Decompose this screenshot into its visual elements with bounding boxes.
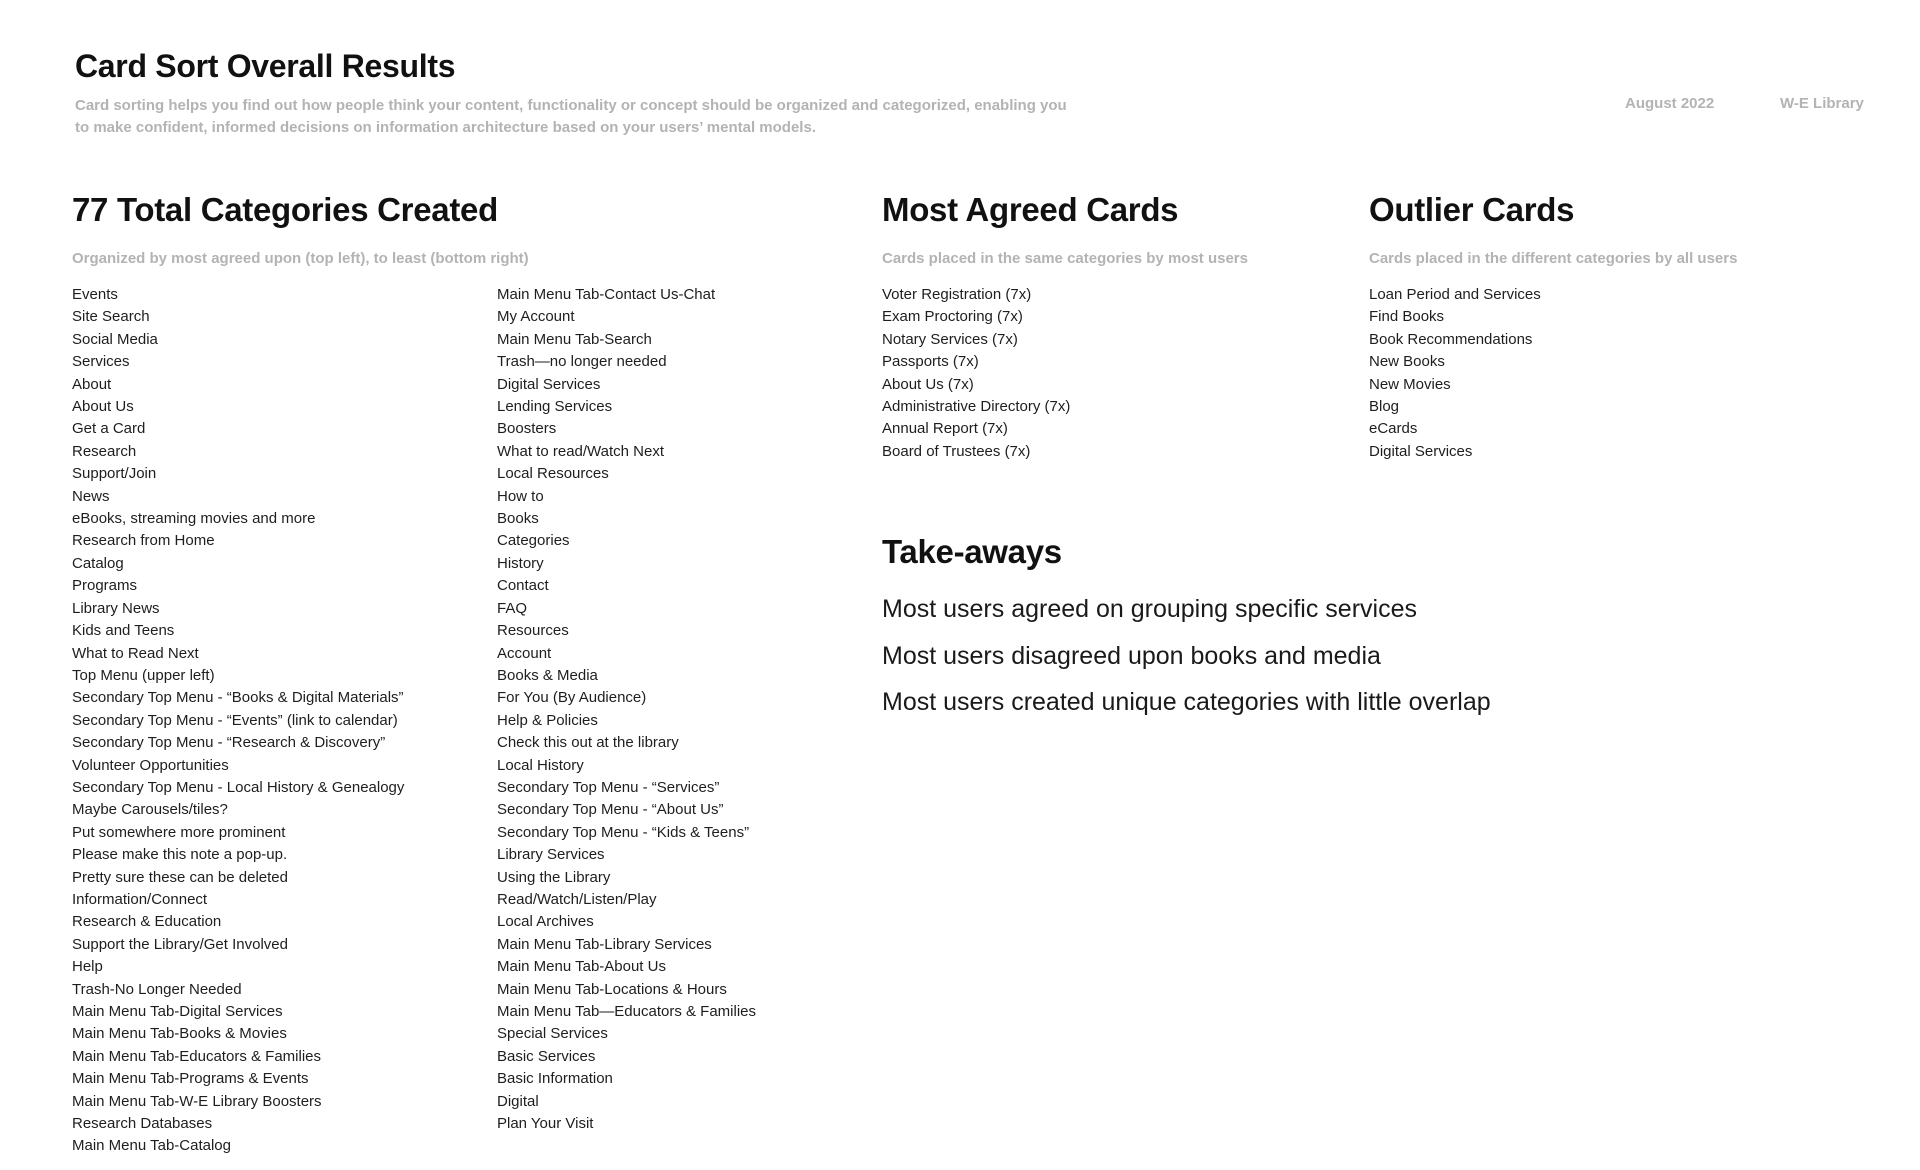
- list-item: Catalog: [72, 554, 124, 572]
- outlier-section: [1369, 190, 1737, 463]
- list-item: What to Read Next: [72, 644, 199, 662]
- list-item: Plan Your Visit: [497, 1115, 594, 1133]
- organization-name: W-E Library: [1780, 95, 1864, 112]
- list-item: For You (By Audience): [497, 689, 647, 707]
- categories-list-column-a: [72, 284, 404, 1158]
- list-item: Boosters: [497, 420, 557, 438]
- list-item: eBooks, streaming movies and more: [72, 510, 316, 528]
- list-item: Local Archives: [497, 913, 594, 931]
- list-item: Voter Registration (7x): [882, 286, 1032, 303]
- list-item: Secondary Top Menu - Local History & Genealogy: [72, 778, 405, 796]
- list-item: Services: [72, 353, 130, 371]
- list-item: Main Menu Tab-Library Services: [497, 935, 712, 953]
- list-item: About Us (7x): [882, 375, 974, 393]
- categories-subtitle: Organized by most agreed upon (top left), to least (bottom right): [72, 250, 529, 267]
- list-item: eCards: [1369, 420, 1418, 438]
- list-item: Categories: [497, 532, 570, 550]
- list-item: Secondary Top Menu - “Research & Discovery”: [72, 734, 386, 752]
- list-item: Library News: [72, 599, 160, 617]
- list-item: Most users disagreed upon books and media: [882, 641, 1381, 670]
- list-item: Information/Connect: [72, 890, 208, 908]
- list-item: Secondary Top Menu - “About Us”: [497, 801, 724, 819]
- list-item: Books & Media: [497, 666, 598, 684]
- list-item: Trash-No Longer Needed: [72, 980, 242, 998]
- list-item: Read/Watch/Listen/Play: [497, 890, 657, 908]
- list-item: Please make this note a pop-up.: [72, 846, 288, 864]
- list-item: Loan Period and Services: [1369, 286, 1541, 303]
- list-item: Main Menu Tab-Digital Services: [72, 1003, 283, 1020]
- list-item: Most users created unique categories with little overlap: [882, 688, 1491, 716]
- list-item: Blog: [1369, 398, 1400, 416]
- categories-section: [72, 190, 756, 1155]
- list-item: Volunteer Opportunities: [72, 756, 229, 774]
- list-item: Check this out at the library: [497, 734, 679, 752]
- list-item: About: [72, 375, 112, 393]
- list-item: Lending Services: [497, 398, 613, 416]
- list-item: Support the Library/Get Involved: [72, 935, 288, 953]
- list-item: Put somewhere more prominent: [72, 823, 286, 841]
- list-item: Find Books: [1369, 308, 1445, 326]
- list-item: What to read/Watch Next: [497, 442, 665, 460]
- list-item: Secondary Top Menu - “Events” (link to calendar): [72, 711, 398, 729]
- list-item: Main Menu Tab-Educators & Families: [72, 1047, 321, 1065]
- list-item: Get a Card: [72, 420, 146, 438]
- list-item: New Books: [1369, 353, 1445, 371]
- most-agreed-list: [882, 284, 1248, 463]
- outlier-list: [1369, 284, 1737, 463]
- most-agreed-subtitle: Cards placed in the same categories by most users: [882, 250, 1248, 267]
- list-item: Main Menu Tab-Locations & Hours: [497, 980, 727, 998]
- outlier-subtitle: Cards placed in the different categories by all users: [1369, 250, 1738, 267]
- takeaways-section: [882, 532, 1491, 726]
- report-date: August 2022: [1625, 95, 1715, 112]
- most-agreed-section: [882, 190, 1248, 463]
- list-item: Digital Services: [497, 375, 601, 393]
- list-item: Pretty sure these can be deleted: [72, 868, 288, 886]
- list-item: Main Menu Tab-Programs & Events: [72, 1070, 309, 1088]
- list-item: Help & Policies: [497, 711, 598, 729]
- list-item: Passports (7x): [882, 353, 979, 371]
- list-item: FAQ: [497, 599, 528, 617]
- list-item: Help: [72, 958, 103, 976]
- list-item: Social Media: [72, 330, 158, 348]
- list-item: Basic Services: [497, 1047, 596, 1065]
- list-item: Research Databases: [72, 1115, 213, 1133]
- list-item: Local History: [497, 756, 584, 774]
- list-item: Main Menu Tab-Search: [497, 330, 652, 348]
- list-item: Main Menu Tab-Catalog: [72, 1137, 231, 1155]
- list-item: Special Services: [497, 1025, 608, 1043]
- list-item: Trash—no longer needed: [497, 353, 667, 371]
- list-item: New Movies: [1369, 375, 1451, 393]
- list-item: Digital: [497, 1092, 539, 1110]
- most-agreed-heading: Most Agreed Cards: [882, 191, 1179, 228]
- takeaways-heading: Take-aways: [882, 533, 1062, 570]
- takeaways-list: [882, 586, 1491, 726]
- list-item: Research from Home: [72, 532, 215, 550]
- list-item: Books: [497, 510, 539, 528]
- list-item: Main Menu Tab-W-E Library Boosters: [72, 1092, 322, 1110]
- list-item: News: [72, 487, 110, 505]
- list-item: Contact: [497, 577, 549, 595]
- page-title: Card Sort Overall Results: [75, 48, 456, 84]
- list-item: Administrative Directory (7x): [882, 398, 1071, 416]
- list-item: Local Resources: [497, 465, 609, 483]
- list-item: Most users agreed on grouping specific services: [882, 595, 1417, 623]
- list-item: Resources: [497, 622, 569, 640]
- list-item: Maybe Carousels/tiles?: [72, 801, 228, 819]
- list-item: My Account: [497, 308, 575, 326]
- list-item: Digital Services: [1369, 442, 1473, 460]
- list-item: Kids and Teens: [72, 622, 175, 640]
- list-item: Board of Trustees (7x): [882, 442, 1031, 460]
- list-item: Research & Education: [72, 913, 222, 931]
- categories-list-column-b: [497, 284, 756, 1135]
- list-item: Site Search: [72, 308, 150, 326]
- list-item: Annual Report (7x): [882, 420, 1008, 438]
- list-item: Basic Information: [497, 1070, 613, 1088]
- outlier-heading: Outlier Cards: [1369, 191, 1575, 228]
- list-item: Notary Services (7x): [882, 330, 1018, 348]
- list-item: Secondary Top Menu - “Books & Digital Materials”: [72, 689, 404, 707]
- list-item: Using the Library: [497, 868, 611, 886]
- list-item: Support/Join: [72, 465, 157, 483]
- list-item: Secondary Top Menu - “Services”: [497, 778, 720, 796]
- list-item: Main Menu Tab-Books & Movies: [72, 1025, 287, 1043]
- list-item: Events: [72, 286, 118, 303]
- list-item: History: [497, 554, 544, 572]
- list-item: Book Recommendations: [1369, 330, 1533, 348]
- list-item: Programs: [72, 577, 138, 595]
- categories-heading: 77 Total Categories Created: [72, 191, 498, 228]
- list-item: Exam Proctoring (7x): [882, 308, 1023, 326]
- list-item: Top Menu (upper left): [72, 666, 215, 684]
- list-item: Secondary Top Menu - “Kids & Teens”: [497, 823, 750, 841]
- list-item: Research: [72, 442, 137, 460]
- list-item: About Us: [72, 398, 134, 416]
- list-item: Main Menu Tab—Educators & Families: [497, 1003, 756, 1020]
- list-item: Account: [497, 644, 552, 662]
- page-description: Card sorting helps you find out how people think your content, functionality or concept should be organized and categorized, enabling you to make confident, informed decisions on information architecture based on your users’ mental models.: [75, 97, 1067, 136]
- list-item: How to: [497, 487, 544, 505]
- list-item: Main Menu Tab-Contact Us-Chat: [497, 286, 716, 303]
- list-item: Main Menu Tab-About Us: [497, 958, 666, 976]
- list-item: Library Services: [497, 846, 605, 864]
